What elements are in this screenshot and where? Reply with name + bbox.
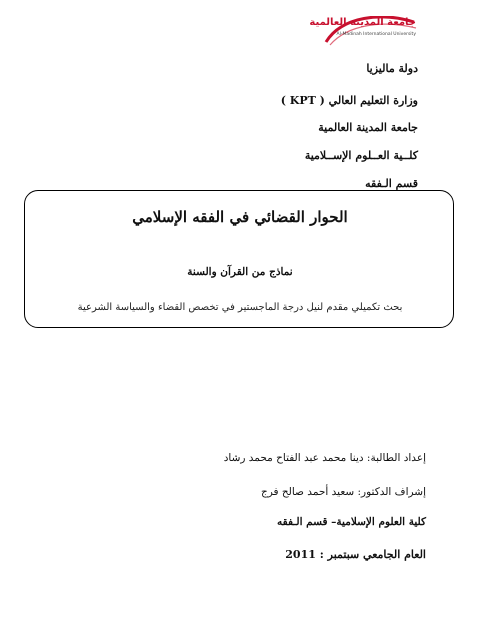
supervisor: إشراف الدكتور: سعيد أحمد صالح فرج [260, 486, 426, 498]
logo-english-name: Al-Madinah International University [336, 32, 416, 37]
thesis-description: بحث تكميلي مقدم لنيل درجة الماجستير في تخصص القضاء والسياسة الشرعية [77, 302, 403, 313]
ministry-line: وزارة التعليم العالي ( KPT ) [280, 94, 418, 107]
country-line: دولة ماليزيا [366, 62, 418, 75]
thesis-title: الحوار القضائي في الفقه الإسلامي [132, 208, 348, 226]
university-line: جامعة المدينة العالمية [318, 121, 418, 134]
faculty-department: كلية العلوم الإسلامية– قسم الـفقه [277, 516, 426, 528]
faculty-line: كلــية العــلوم الإســلامية [304, 149, 418, 162]
department-line: قسم الـفقه [365, 177, 418, 190]
thesis-subtitle: نماذج من القرآن والسنة [187, 266, 293, 278]
university-logo [309, 12, 420, 54]
prepared-by: إعداد الطالبة: دينا محمد عبد الفتاح محمد رشاد [223, 452, 426, 464]
logo-arabic-name: جامعة المدينة العالمية [309, 17, 416, 28]
academic-year: العام الجامعي سبتمبر : 2011 [285, 548, 426, 561]
